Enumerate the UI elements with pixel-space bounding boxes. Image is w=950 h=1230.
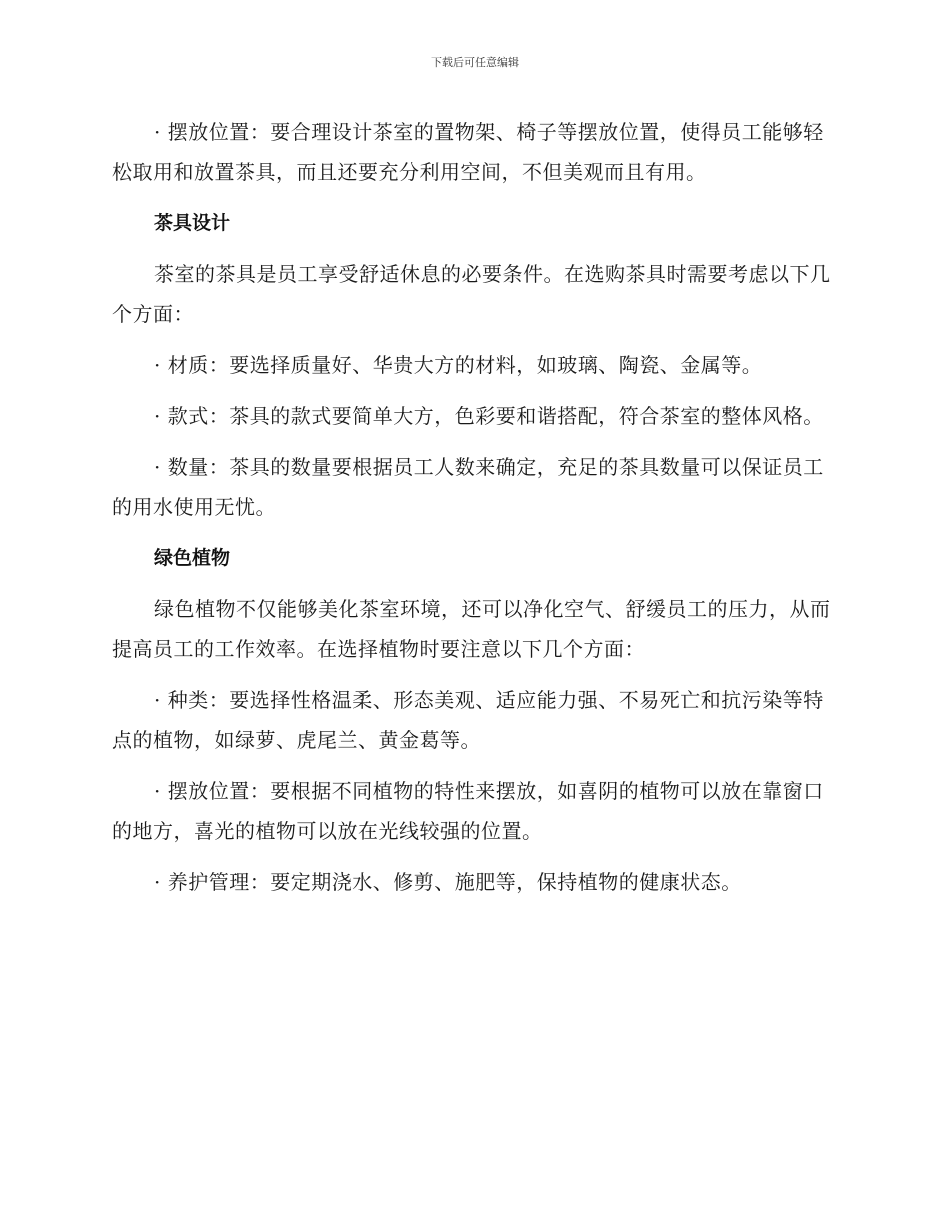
tea-set-bullet-style: · 款式：茶具的款式要简单大方，色彩要和谐搭配，符合茶室的整体风格。	[154, 404, 824, 428]
tea-set-heading: 茶具设计	[154, 212, 231, 234]
tea-set-bullet-quantity: · 数量：茶具的数量要根据员工人数来确定，充足的茶具数量可以保证员工的用水使用无忧。	[112, 455, 824, 519]
plants-bullet-care: · 养护管理：要定期浇水、修剪、施肥等，保持植物的健康状态。	[154, 870, 742, 894]
plants-intro: 绿色植物不仅能够美化茶室环境，还可以净化空气、舒缓员工的压力，从而提高员工的工作效率。在选择植物时要注意以下几个方面：	[112, 597, 831, 661]
tea-set-bullet-material: · 材质：要选择质量好、华贵大方的材料，如玻璃、陶瓷、金属等。	[154, 353, 763, 377]
document-body	[112, 112, 832, 913]
tea-set-intro: 茶室的茶具是员工享受舒适休息的必要条件。在选购茶具时需要考虑以下几个方面：	[112, 262, 831, 326]
plants-bullet-type: · 种类：要选择性格温柔、形态美观、适应能力强、不易死亡和抗污染等特点的植物，如绿萝、虎尾兰、黄金葛等。	[112, 688, 824, 752]
plants-heading: 绿色植物	[154, 547, 231, 569]
page-header: 下载后可任意编辑	[431, 56, 519, 69]
plants-bullet-placement: · 摆放位置：要根据不同植物的特性来摆放，如喜阴的植物可以放在靠窗口的地方，喜光的植物可以放在光线较强的位置。	[112, 779, 824, 843]
placement-bullet: · 摆放位置：要合理设计茶室的置物架、椅子等摆放位置，使得员工能够轻松取用和放置茶具，而且还要充分利用空间，不但美观而且有用。	[112, 120, 824, 184]
